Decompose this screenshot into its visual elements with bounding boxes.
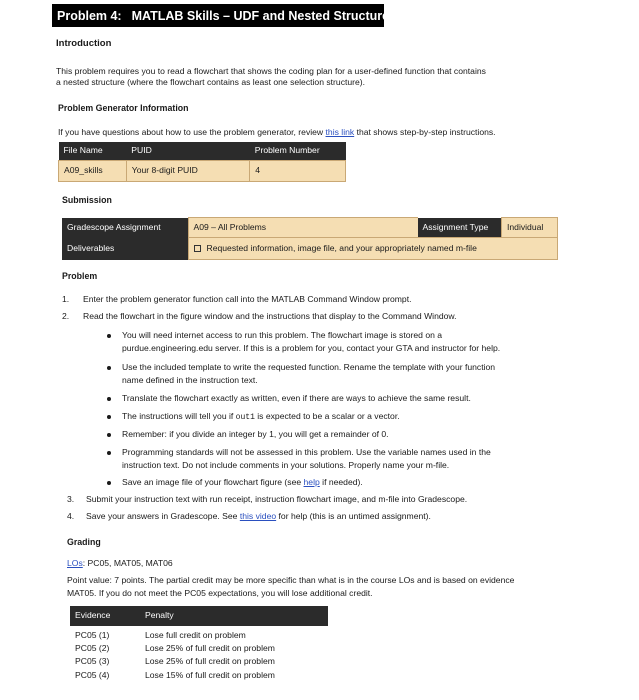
file-name-value: A09_skills [59, 160, 127, 181]
bullet-icon [107, 397, 111, 401]
step-3-number: 3. [67, 494, 75, 504]
step-4 [67, 511, 431, 522]
bullet-1-line-1: You will need internet access to run this problem. The flowchart image is stored on a [122, 330, 443, 340]
gradescope-label: Gradescope Assignment [62, 218, 188, 238]
bullet-4-after: is expected to be a scalar or a vector. [254, 411, 400, 421]
generator-text-before: If you have questions about how to use the problem generator, review [58, 127, 326, 137]
penalty-cell: Lose 25% of full credit on problem [145, 643, 275, 654]
page-title [52, 4, 397, 27]
bullet-1-line-2: purdue.engineering.edu server. If this is a problem for you, contact your GTA and instructor for help. [122, 343, 501, 353]
step-4-before: Save your answers in Gradescope. See [86, 511, 240, 521]
header-evidence: Evidence [70, 606, 140, 626]
problem-name: MATLAB Skills – UDF and Nested Structures [131, 9, 397, 23]
bullet-6-line-1: Programming standards will not be assessed in this problem. Use the variable names used in the [122, 447, 491, 457]
table-row [70, 626, 328, 642]
bullet-icon [107, 451, 111, 455]
grading-heading: Grading [67, 537, 101, 547]
step-4-text [86, 511, 431, 522]
bullet-6-line-2: instruction text. Do not include comments in your solutions. Properly name your m-file. [122, 460, 450, 470]
evidence-table [70, 606, 328, 682]
intro-line-2: a nested structure (where the flowchart contains as least one selection structure). [56, 77, 366, 87]
instructions-link[interactable]: this link [325, 127, 355, 137]
bullet-icon [107, 334, 111, 338]
header-penalty: Penalty [140, 606, 328, 626]
checkbox[interactable] [194, 245, 201, 252]
generator-table [58, 142, 346, 182]
bullet-3: Translate the flowchart exactly as written, even if there are ways to achieve the same result. [122, 393, 471, 403]
help-link[interactable]: help [303, 477, 320, 487]
deliverables-label: Deliverables [62, 238, 188, 260]
los-value: : PC05, MAT05, MAT06 [82, 558, 173, 568]
bullet-7-after: if needed). [319, 477, 363, 487]
table-row [70, 655, 328, 668]
problem-heading: Problem [62, 271, 98, 281]
header-puid: PUID [126, 142, 249, 160]
generator-heading: Problem Generator Information [58, 103, 189, 113]
out1-code: out1 [235, 413, 255, 422]
header-file-name: File Name [59, 142, 127, 160]
submission-table [62, 217, 558, 260]
assignment-type-label: Assignment Type [418, 218, 502, 238]
step-4-after: for help (this is an untimed assignment). [276, 511, 431, 521]
bullet-2-line-1: Use the included template to write the requested function. Rename the template with your function [122, 362, 496, 372]
point-line-2: MAT05. If you do not meet the PC05 expectations, you will lose additional credit. [67, 588, 373, 598]
step-2-text: Read the flowchart in the figure window and the instructions that display to the Command Window. [83, 311, 457, 321]
step-3 [67, 494, 468, 505]
puid-value: Your 8-digit PUID [126, 160, 249, 181]
bullet-icon [107, 433, 111, 437]
bullet-2-line-2: name defined in the instruction text. [122, 375, 258, 385]
intro-line-1: This problem requires you to read a flowchart that shows the coding plan for a user-defined function that contains [56, 66, 486, 76]
evidence-cell: PC05 (4) [75, 669, 110, 680]
evidence-cell: PC05 (3) [75, 656, 110, 667]
deliverables-value [188, 238, 558, 260]
step-1-text: Enter the problem generator function call into the MATLAB Command Window prompt. [83, 294, 412, 304]
step-3-text: Submit your instruction text with run receipt, instruction flowchart image, and m-file into Gradescope. [86, 494, 468, 504]
video-link[interactable]: this video [239, 511, 277, 521]
bullet-4-before: The instructions will tell you if [122, 411, 236, 421]
assignment-type-value: Individual [502, 218, 558, 238]
bullet-4 [122, 411, 400, 423]
problem-number-value: 4 [250, 160, 346, 181]
los-line [67, 558, 173, 569]
step-1 [62, 294, 412, 305]
bullet-7 [122, 477, 363, 488]
table-row [70, 669, 328, 682]
generator-text-after: that shows step-by-step instructions. [354, 127, 496, 137]
step-2 [62, 311, 457, 322]
evidence-cell: PC05 (1) [75, 630, 110, 640]
los-link[interactable]: LOs [67, 558, 83, 568]
table-row [70, 642, 328, 655]
bullet-icon [107, 415, 111, 419]
step-2-number: 2. [62, 311, 70, 321]
header-problem-number: Problem Number [250, 142, 346, 160]
problem-number: Problem 4: [57, 9, 122, 23]
generator-text [58, 127, 496, 138]
bullet-icon [107, 366, 111, 370]
bullet-5: Remember: if you divide an integer by 1, you will get a remainder of 0. [122, 429, 389, 439]
step-1-number: 1. [62, 294, 70, 304]
penalty-cell: Lose full credit on problem [145, 630, 246, 640]
bullet-7-before: Save an image file of your flowchart figure (see [122, 477, 304, 487]
step-4-number: 4. [67, 511, 75, 521]
intro-heading: Introduction [56, 38, 112, 49]
point-line-1: Point value: 7 points. The partial credit may be more specific than what is in the course LOs and is based on evidence [67, 575, 515, 585]
penalty-cell: Lose 15% of full credit on problem [145, 669, 275, 680]
evidence-cell: PC05 (2) [75, 643, 110, 654]
submission-heading: Submission [62, 195, 112, 205]
deliverables-text: Requested information, image file, and your appropriately named m-file [206, 242, 477, 253]
bullet-icon [107, 481, 111, 485]
gradescope-value: A09 – All Problems [188, 218, 418, 238]
penalty-cell: Lose 25% of full credit on problem [145, 656, 275, 667]
